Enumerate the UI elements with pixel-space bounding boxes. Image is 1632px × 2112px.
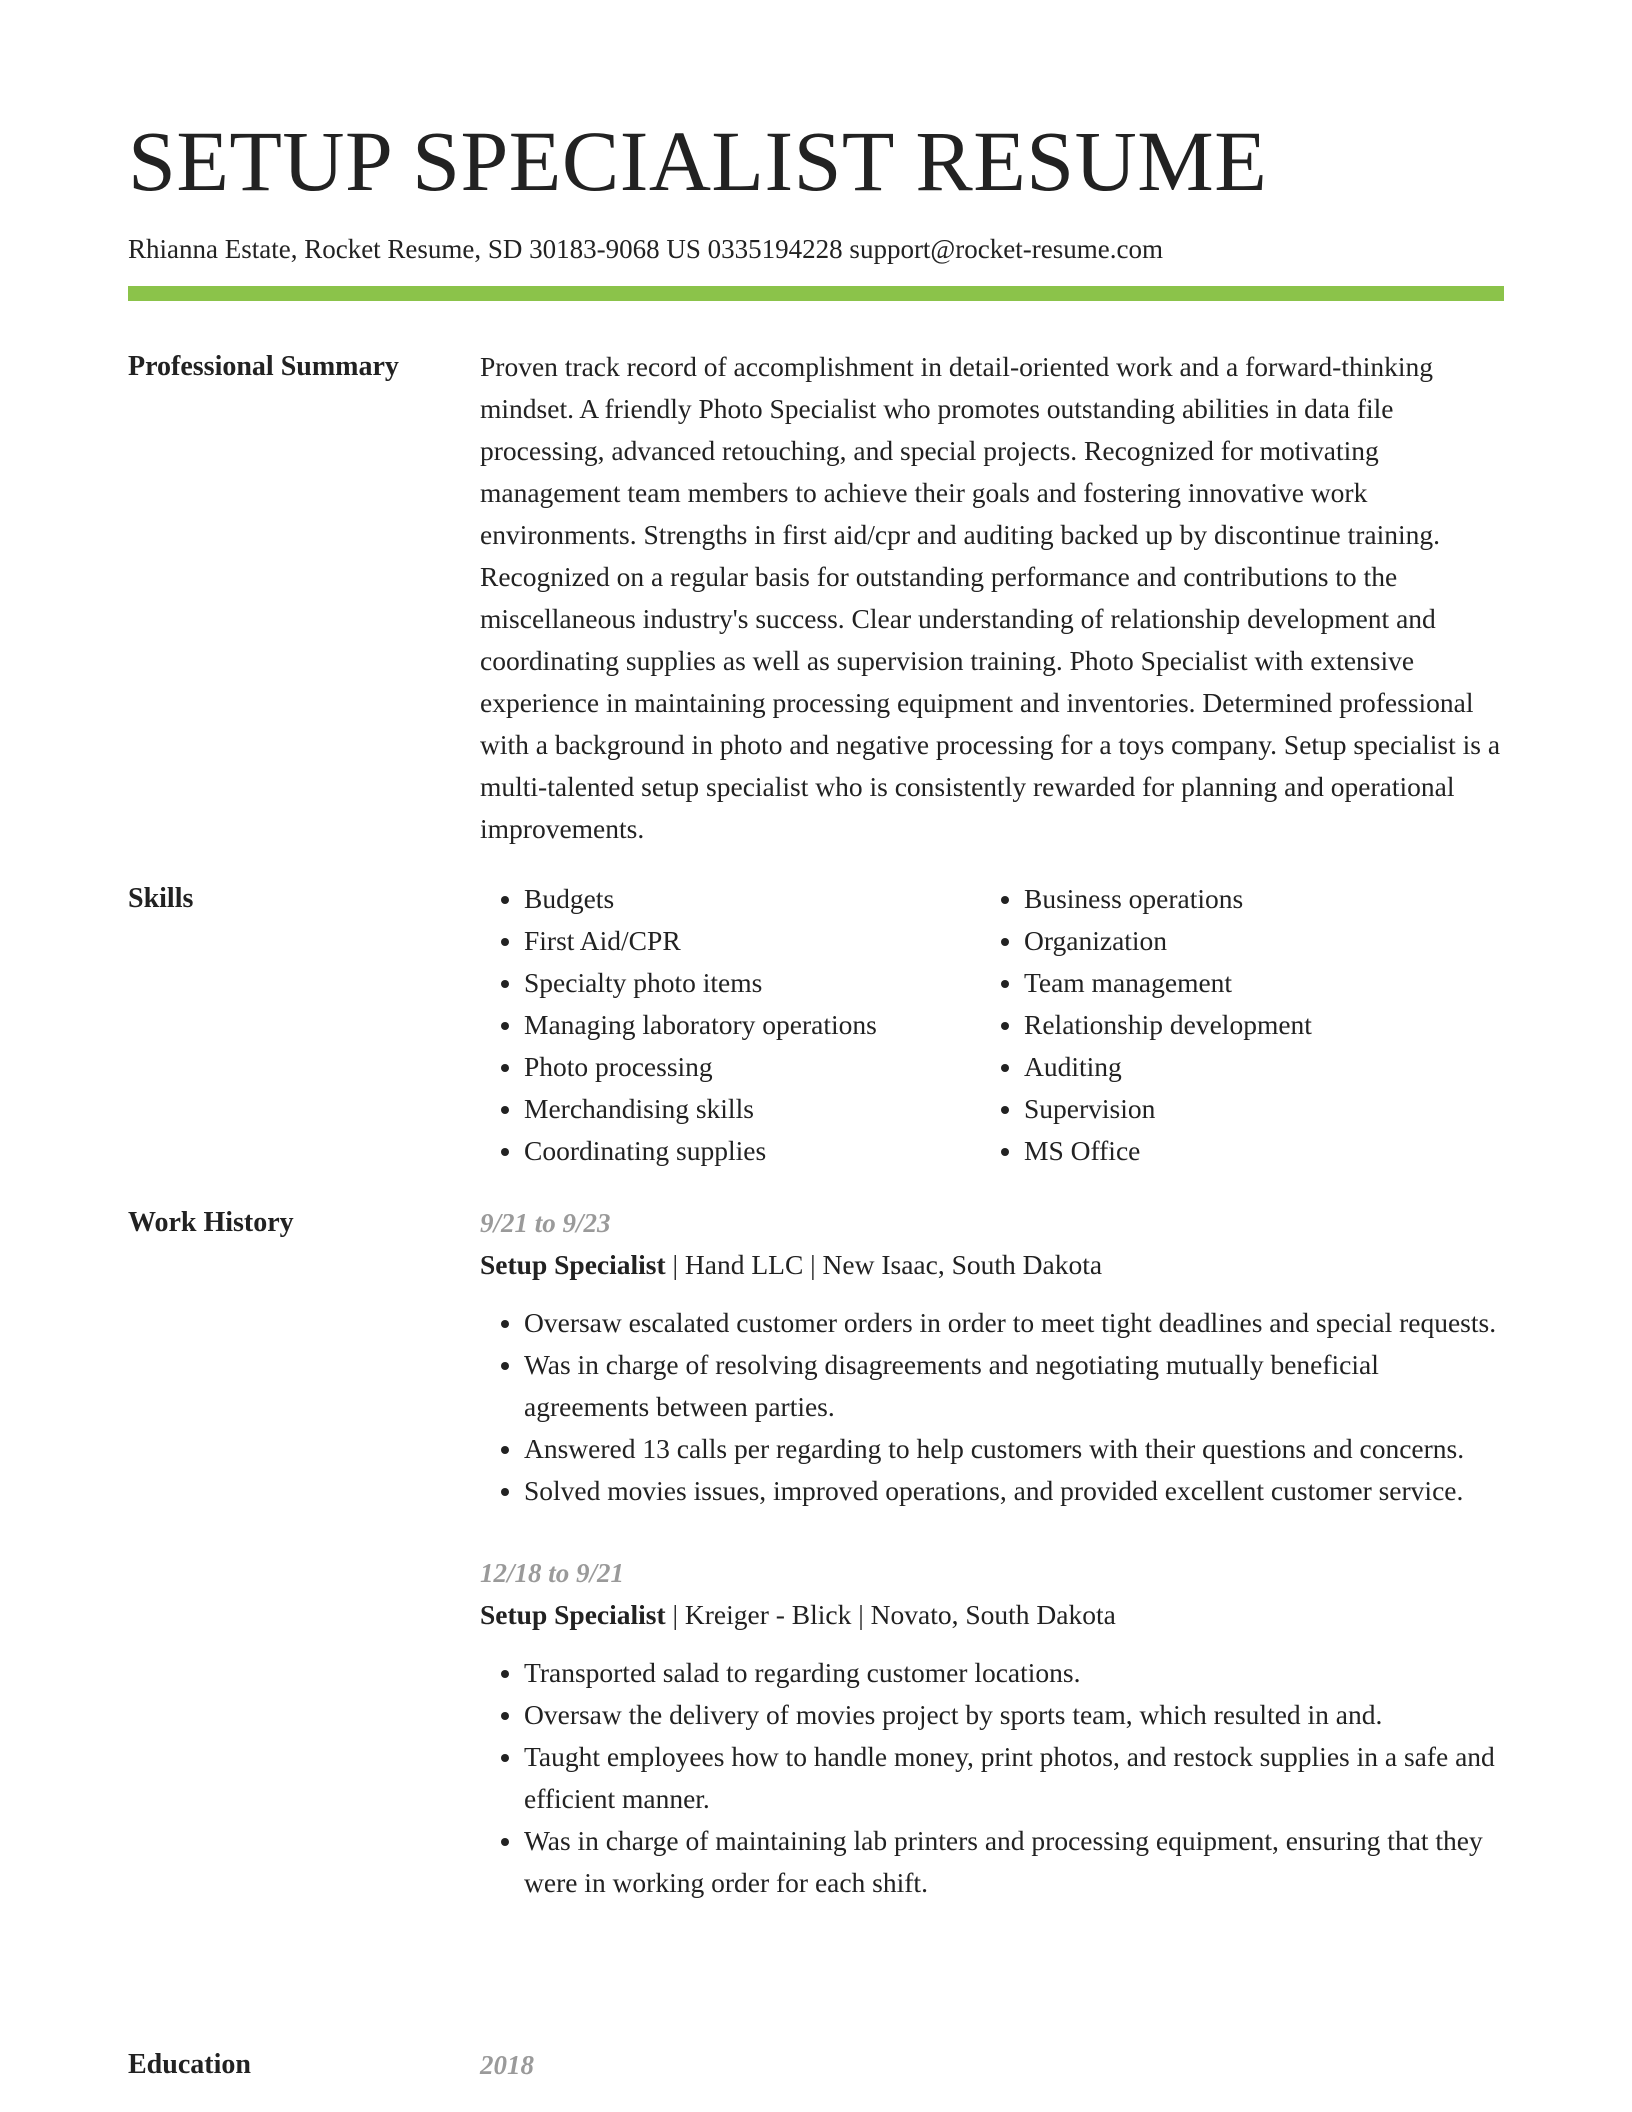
contact-line: Rhianna Estate, Rocket Resume, SD 30183-9068 US 0335194228 support@rocket-resume.com bbox=[128, 234, 1163, 264]
skill-item: • Budgets bbox=[524, 878, 877, 920]
skill-item: • Auditing bbox=[1024, 1046, 1312, 1088]
skill-item: • Team management bbox=[1024, 962, 1312, 1004]
job-dates: 12/18 to 9/21 bbox=[480, 1558, 625, 1588]
work-label: Work History bbox=[128, 1207, 294, 1238]
job-bullet: • Was in charge of resolving disagreements and negotiating mutually beneficial agreements between parties. bbox=[524, 1344, 1504, 1428]
job-bullet: • Was in charge of maintaining lab printers and processing equipment, ensuring that they were in working order for each shift. bbox=[524, 1820, 1504, 1904]
skill-item: • Business operations bbox=[1024, 878, 1312, 920]
job-title: Setup Specialist bbox=[480, 1599, 666, 1630]
job-bullets bbox=[480, 1652, 1504, 1904]
skills-list-right bbox=[980, 878, 1312, 1172]
skills-label: Skills bbox=[128, 883, 194, 914]
job-header bbox=[480, 1594, 1504, 1636]
job-bullet: • Transported salad to regarding customer locations. bbox=[524, 1652, 1504, 1694]
job-entry bbox=[480, 1552, 1504, 1904]
job-title: Setup Specialist bbox=[480, 1249, 666, 1280]
resume-title: SETUP SPECIALIST RESUME bbox=[128, 113, 1268, 209]
skill-item: • Supervision bbox=[1024, 1088, 1312, 1130]
skill-item: • Organization bbox=[1024, 920, 1312, 962]
work-body bbox=[480, 1202, 1504, 1904]
skills-list-left bbox=[480, 878, 877, 1172]
job-header bbox=[480, 1244, 1504, 1286]
skill-item: • Photo processing bbox=[524, 1046, 877, 1088]
skill-item: • First Aid/CPR bbox=[524, 920, 877, 962]
job-details: | Hand LLC | New Isaac, South Dakota bbox=[665, 1249, 1103, 1280]
job-entry bbox=[480, 1202, 1504, 1512]
summary-text: Proven track record of accomplishment in detail-oriented work and a forward-thinking mindset. A friendly Photo Specialist who promotes outstanding abilities in data file processing, advanced retouching, and special projects. Recognized for motivating management team members to achieve their goals and fostering innovative work environments. Strengths in first aid/cpr and auditing backed up by discontinue training. Recognized on a regular basis for outstanding performance and contributions to the miscellaneous industry's success. Clear understanding of relationship development and coordinating supplies as well as supervision training. Photo Specialist with extensive experience in maintaining processing equipment and inventories. Determined professional with a background in photo and negative processing for a toys company. Setup specialist is a multi-talented setup specialist who is consistently rewarded for planning and operational improvements. bbox=[480, 351, 1501, 844]
skill-item: • Managing laboratory operations bbox=[524, 1004, 877, 1046]
job-dates: 9/21 to 9/23 bbox=[480, 1208, 611, 1238]
job-bullets bbox=[480, 1302, 1504, 1512]
job-bullet: • Oversaw the delivery of movies project by sports team, which resulted in and. bbox=[524, 1694, 1504, 1736]
skill-item: • Coordinating supplies bbox=[524, 1130, 877, 1172]
job-bullet: • Oversaw escalated customer orders in order to meet tight deadlines and special requests. bbox=[524, 1302, 1504, 1344]
job-details: | Kreiger - Blick | Novato, South Dakota bbox=[665, 1599, 1116, 1630]
summary-body bbox=[480, 346, 1504, 850]
skill-item: • Merchandising skills bbox=[524, 1088, 877, 1130]
job-bullet: • Answered 13 calls per regarding to help customers with their questions and concerns. bbox=[524, 1428, 1504, 1470]
education-dates: 2018 bbox=[480, 2050, 534, 2080]
accent-rule bbox=[128, 286, 1504, 301]
job-bullet: • Solved movies issues, improved operations, and provided excellent customer service. bbox=[524, 1470, 1504, 1512]
education-body bbox=[480, 2044, 1504, 2086]
skill-item: • Relationship development bbox=[1024, 1004, 1312, 1046]
summary-label: Professional Summary bbox=[128, 351, 399, 382]
education-label: Education bbox=[128, 2049, 251, 2080]
job-bullet: • Taught employees how to handle money, print photos, and restock supplies in a safe and efficient manner. bbox=[524, 1736, 1504, 1820]
skill-item: • Specialty photo items bbox=[524, 962, 877, 1004]
skill-item: • MS Office bbox=[1024, 1130, 1312, 1172]
